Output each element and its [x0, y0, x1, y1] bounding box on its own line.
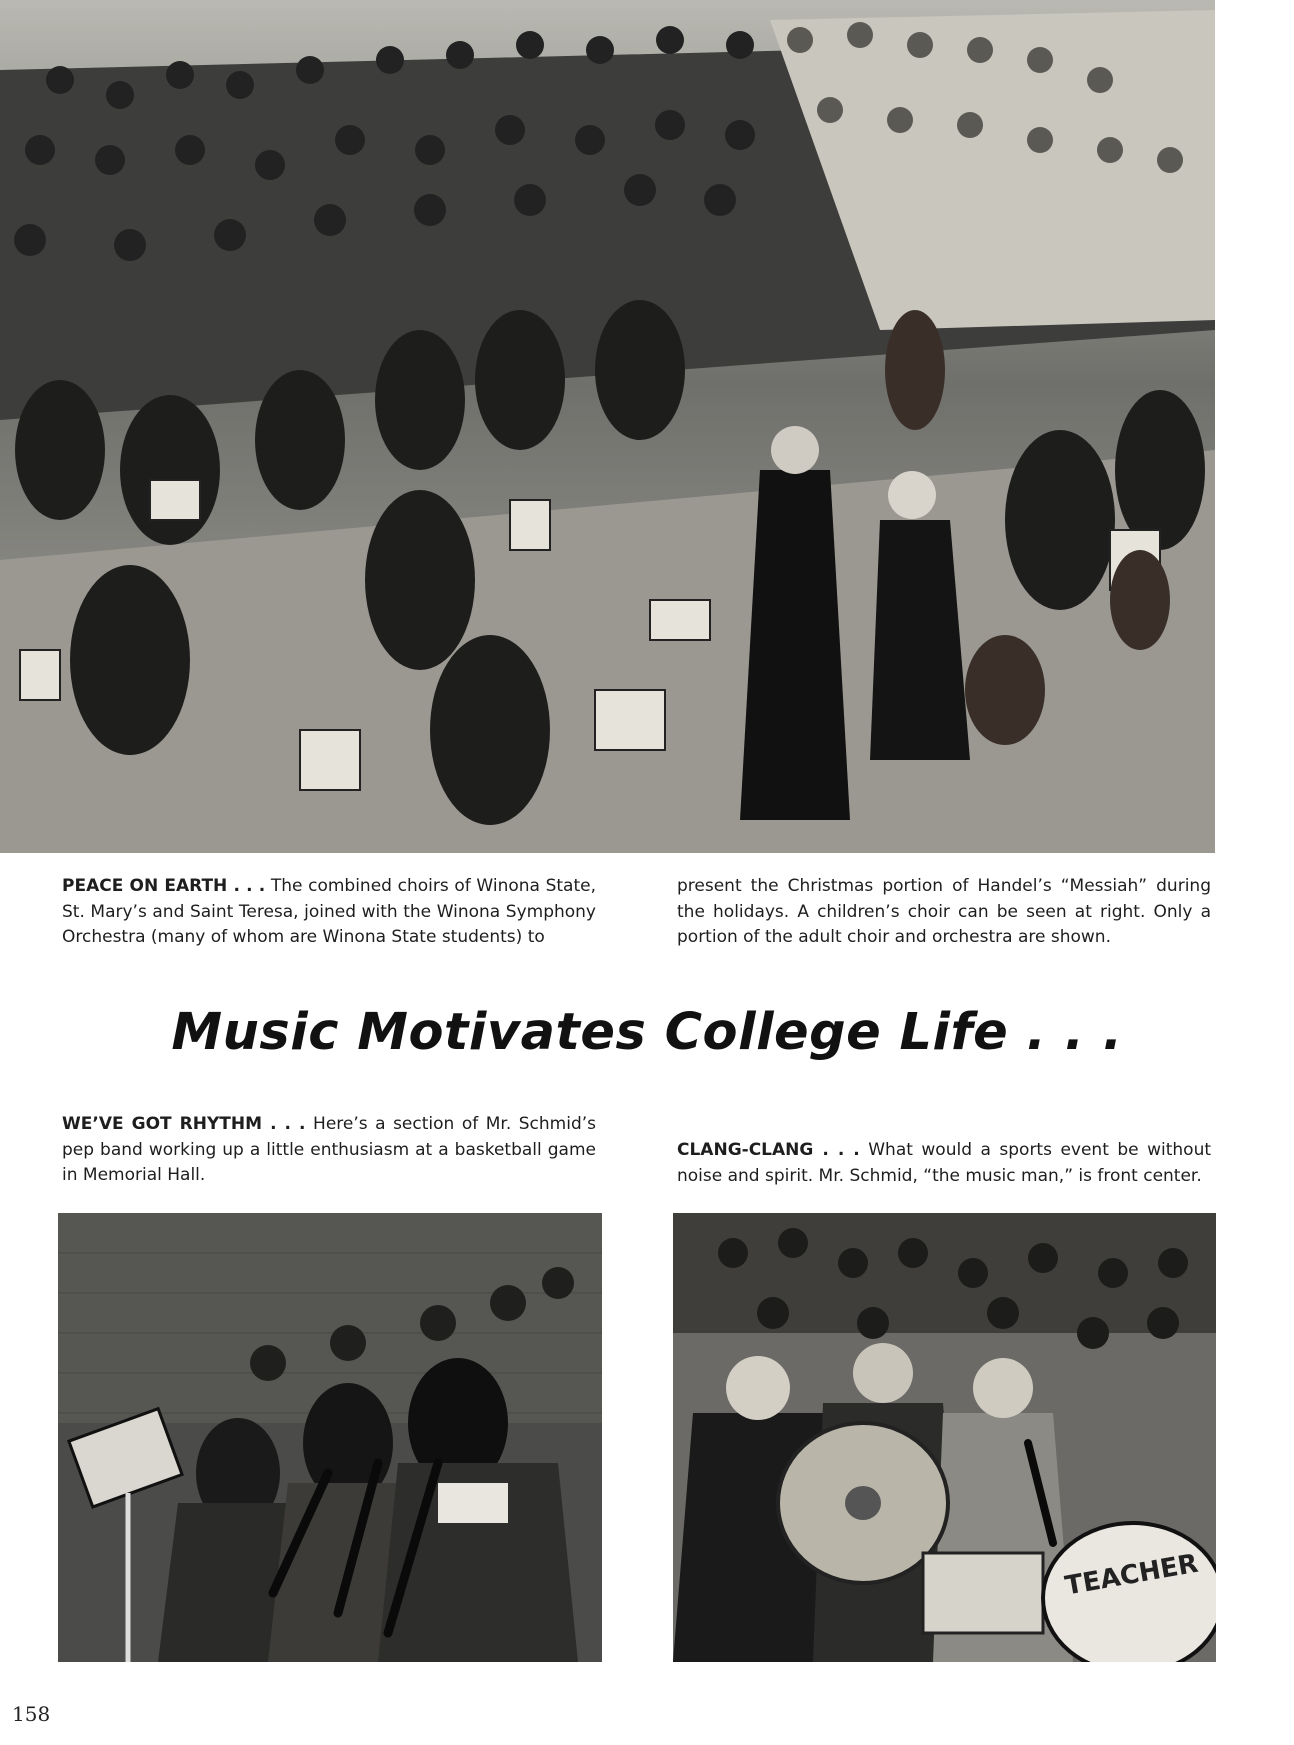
- peace-on-earth-text-col1: The combined choirs of Winona State, St. Mary’s and Saint Teresa, joined with the Winona Symphony Orchestra (many of whom are Winona State students) to: [62, 876, 596, 947]
- pep-band-clarinets-photo: [58, 1213, 602, 1662]
- peace-on-earth-lead: PEACE ON EARTH . . .: [62, 876, 266, 896]
- choir-orchestra-photo: [0, 0, 1215, 853]
- pep-band-image: [58, 1213, 602, 1662]
- drum-lettering: TEACHER: [1062, 1548, 1201, 1602]
- cymbals-image: [673, 1213, 1216, 1662]
- rhythm-caption: [62, 1112, 596, 1189]
- peace-on-earth-caption-col2: [677, 874, 1211, 951]
- page-number: 158: [12, 1702, 51, 1726]
- choir-orchestra-image: [0, 0, 1215, 853]
- cymbals-drum-photo: [673, 1213, 1216, 1662]
- clang-text: What would a sports event be without noise and spirit. Mr. Schmid, “the music man,” is front center.: [677, 1140, 1212, 1186]
- rhythm-text: Here’s a section of Mr. Schmid’s pep band working up a little enthusiasm at a basketball game in Memorial Hall.: [62, 1114, 596, 1185]
- clang-caption: [677, 1138, 1211, 1189]
- peace-on-earth-caption-col1: [62, 874, 596, 951]
- clang-lead: CLANG-CLANG . . .: [677, 1140, 860, 1160]
- page-headline: Music Motivates College Life . . .: [171, 1003, 1123, 1062]
- peace-on-earth-text-col2: present the Christmas portion of Handel’s “Messiah” during the holidays. A children’s choir can be seen at right. Only a portion of the adult choir and orchestra are shown.: [677, 876, 1211, 947]
- rhythm-lead: WE’VE GOT RHYTHM . . .: [62, 1114, 306, 1134]
